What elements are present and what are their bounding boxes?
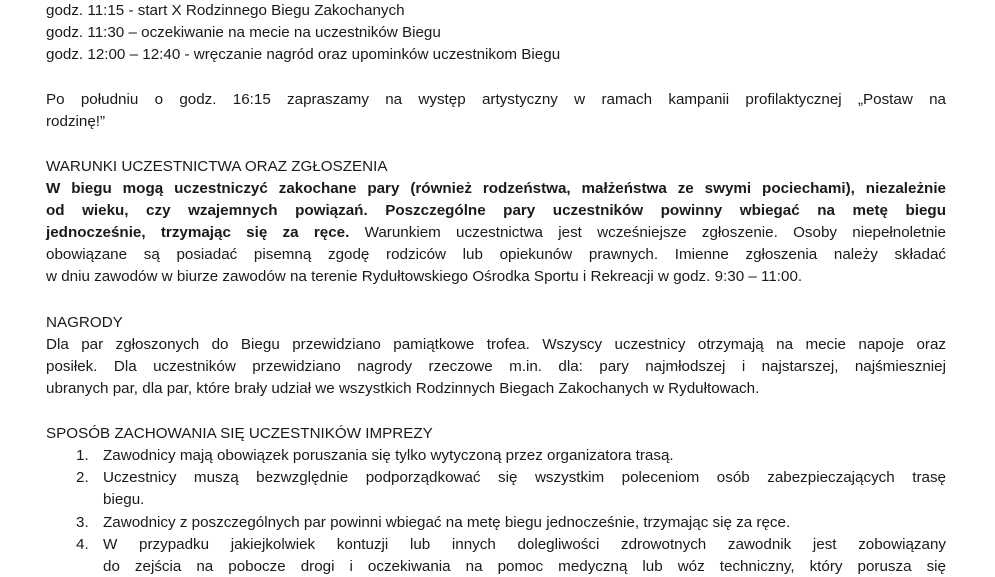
conditions-bold-line: od wieku, czy wzajemnych powiązań. Poszczególne pary uczestników powinny wbiegać na metę biegu xyxy=(46,202,946,219)
list-item-continuation: biegu. xyxy=(103,491,145,508)
conditions-bold-line: W biegu mogą uczestniczyć zakochane pary (również rodzeństwa, małżeństwa ze swymi pociechami), niezależnie xyxy=(46,180,946,197)
list-number: 3. xyxy=(76,514,89,531)
afternoon-paragraph-line: Po południu o godz. 16:15 zapraszamy na występ artystyczny w ramach kampanii profilaktycznej „Postaw na xyxy=(46,91,946,108)
list-item: Uczestnicy muszą bezwzględnie podporządkować się wszystkim poleceniom osób zabezpieczających trasę xyxy=(103,469,946,486)
prizes-line: posiłek. Dla uczestników przewidziano nagrody rzeczowe m.in. dla: pary najmłodszej i najstarszej, najśmieszniej xyxy=(46,358,946,375)
section-heading-conditions: WARUNKI UCZESTNICTWA ORAZ ZGŁOSZENIA xyxy=(46,158,388,175)
conditions-normal-fragment: Warunkiem uczestnictwa jest wcześniejsze zgłoszenie. Osoby niepełnoletnie xyxy=(349,224,946,241)
schedule-item: godz. 11:30 – oczekiwanie na mecie na uczestników Biegu xyxy=(46,24,441,41)
schedule-item: godz. 11:15 - start X Rodzinnego Biegu Zakochanych xyxy=(46,2,405,19)
list-item: Zawodnicy mają obowiązek poruszania się tylko wytyczoną przez organizatora trasą. xyxy=(103,447,674,464)
list-number: 2. xyxy=(76,469,89,486)
afternoon-paragraph-line: rodzinę!” xyxy=(46,113,106,130)
list-number: 1. xyxy=(76,447,89,464)
list-item: W przypadku jakiejkolwiek kontuzji lub innych dolegliwości zdrowotnych zawodnik jest zobowiązany xyxy=(103,536,946,553)
conditions-bold-fragment: jednocześnie, trzymając się za ręce. xyxy=(46,224,350,241)
prizes-line: ubranych par, dla par, które brały udział we wszystkich Rodzinnych Biegach Zakochanych w Rydułtowach. xyxy=(46,380,760,397)
schedule-item: godz. 12:00 – 12:40 - wręczanie nagród oraz upominków uczestnikom Biegu xyxy=(46,46,561,63)
list-number: 4. xyxy=(76,536,89,553)
conditions-line: obowiązane są posiadać pisemną zgodę rodziców lub opiekunów prawnych. Imienne zgłoszenia należy składać xyxy=(46,246,946,263)
section-heading-behaviour: SPOSÓB ZACHOWANIA SIĘ UCZESTNIKÓW IMPREZY xyxy=(46,425,433,442)
prizes-line: Dla par zgłoszonych do Biegu przewidziano pamiątkowe trofea. Wszyscy uczestnicy otrzymają na mecie napoje oraz xyxy=(46,336,946,353)
conditions-line: w dniu zawodów w biurze zawodów na terenie Rydułtowskiego Ośrodka Sportu i Rekreacji w godz. 9:30 – 11:00. xyxy=(46,268,803,285)
conditions-mixed-line xyxy=(46,223,946,243)
list-item-continuation: do zejścia na pobocze drogi i oczekiwania na pomoc medyczną lub wóz techniczny, który porusza się xyxy=(103,558,946,575)
section-heading-prizes: NAGRODY xyxy=(46,314,123,331)
list-item: Zawodnicy z poszczególnych par powinni wbiegać na metę biegu jednocześnie, trzymając się za ręce. xyxy=(103,514,791,531)
